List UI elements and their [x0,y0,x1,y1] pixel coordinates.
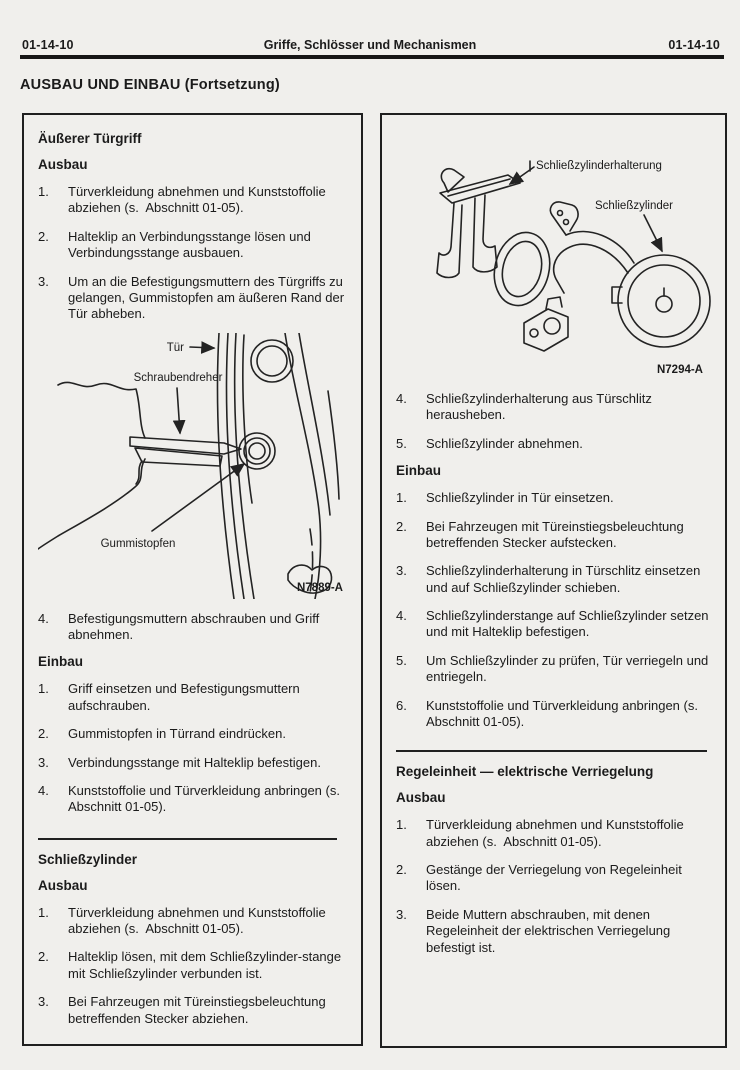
item-number: 3. [396,563,407,579]
list-item [396,862,711,895]
item-number: 4. [396,608,407,623]
item-text: Türverkleidung abnehmen und Kunststoffolie abziehen (s. Abschnitt 01-05). [68,904,326,936]
list-item [396,563,711,596]
list-item [396,907,711,956]
page-code-left: 01-14-10 [22,38,74,52]
item-text: Beide Muttern abschrauben, mit denen Regeleinheit der elektrischen Verriegelung befestigt ist. [426,906,671,955]
item-text: Gummistopfen in Türrand eindrücken. [68,726,286,742]
item-text: Türverkleidung abnehmen und Kunststoffolie abziehen (s. Abschnitt 01-05). [68,184,326,216]
item-number: 4. [38,782,49,798]
subheading-ausbau: Ausbau [396,790,446,806]
list-item [38,274,347,323]
item-number: 5. [396,435,407,451]
item-text: Um an die Befestigungsmuttern des Türgriffs zu gelangen, Gummistopfen am äußeren Rand der Tür abheben. [68,273,345,322]
subheading-einbau: Einbau [38,654,84,670]
gummistopfen-label: Gummistopfen [100,537,176,550]
item-number: 2. [38,726,49,742]
list-item [396,698,711,731]
item-number: 2. [38,949,49,965]
list-item [396,490,711,506]
item-number: 1. [396,817,407,833]
list-item [38,611,347,644]
list-item [396,817,711,850]
item-number: 5. [396,652,407,668]
subheading-ausbau: Ausbau [38,157,88,172]
item-number: 6. [396,697,407,713]
item-number: 3. [396,906,407,922]
item-text: Griff einsetzen und Befestigungsmuttern aufschrauben. [68,681,300,713]
item-text: Schließzylinderhalterung aus Türschlitz herausheben. [426,391,652,423]
heading-regeleinheit: Regeleinheit — elektrische Verriegelung [396,764,654,780]
door-line-art [38,333,347,599]
item-text: Um Schließzylinder zu prüfen, Tür verriegeln und entriegeln. [426,652,709,685]
item-text: Befestigungsmuttern abschrauben und Griff abnehmen. [68,610,320,642]
item-number: 1. [396,490,407,506]
section-title: AUSBAU UND EINBAU (Fortsetzung) [20,77,280,93]
item-number: 2. [396,862,407,877]
list-item [38,681,347,714]
tuer-arrow [190,347,214,348]
list-item [396,391,711,424]
list-item [38,949,347,982]
lock-cylinder-line-art [396,127,711,379]
heading-schliesszylinder: Schließzylinder [38,851,138,867]
right-column-box [380,113,727,1048]
item-text: Türverkleidung abnehmen und Kunststoffolie abziehen (s. Abschnitt 01-05). [426,817,684,849]
item-number: 2. [38,228,49,244]
item-number: 3. [38,994,49,1010]
item-text: Schließzylinderhalterung in Türschlitz einsetzen und auf Schließzylinder schieben. [426,563,701,595]
item-text: Schließzylinder in Tür einsetzen. [426,490,614,506]
tuer-label: Tür [166,341,184,354]
item-text: Bei Fahrzeugen mit Türeinstiegsbeleuchtung betreffenden Stecker abziehen. [68,994,326,1026]
item-text: Schließzylinder abnehmen. [426,435,583,451]
figure-code: N7889-A [296,581,343,594]
list-item [396,436,711,452]
list-item [38,994,347,1027]
section-separator [38,838,337,840]
list-item [38,905,347,938]
chapter-title: Griffe, Schlösser und Mechanismen [263,38,477,52]
item-text: Verbindungsstange mit Halteklip befestigen. [68,754,321,770]
page-code-right: 01-14-10 [668,38,720,52]
gummistopfen-arrow [152,464,244,531]
header-rule [20,55,724,59]
item-text: Schließzylinderstange auf Schließzylinder setzen und mit Halteklip befestigen. [426,608,709,640]
zylinder-arrow [644,215,662,251]
lock-cylinder-figure [396,127,711,379]
item-text: Kunststoffolie und Türverkleidung anbringen (s. Abschnitt 01-05). [426,697,702,729]
halterung-arrow [510,167,534,184]
item-number: 4. [38,610,49,626]
door-grommet-figure [38,333,347,599]
item-text: Kunststoffolie und Türverkleidung anbringen (s. Abschnitt 01-05). [68,782,344,815]
item-number: 2. [396,518,407,534]
item-text: Halteklip an Verbindungsstange lösen und Verbindungsstange ausbauen. [68,228,311,261]
item-number: 3. [38,273,49,289]
item-number: 4. [396,391,407,406]
list-item [396,519,711,552]
list-item [38,184,347,217]
list-item [38,229,347,262]
schliesszylinderhalterung-label: Schließzylinderhalterung [536,160,662,172]
list-item [396,608,711,641]
left-column-box [22,113,363,1046]
item-text: Bei Fahrzeugen mit Türeinstiegsbeleuchtung betreffenden Stecker aufstecken. [426,518,684,550]
item-text: Halteklip lösen, mit dem Schließzylinder-stange mit Schließzylinder verbunden ist. [68,949,342,981]
list-item [38,726,347,742]
subheading-einbau: Einbau [396,463,442,479]
schliesszylinder-label: Schließzylinder [595,200,673,212]
list-item [38,755,347,771]
heading-aeusserer-tuergriff: Äußerer Türgriff [38,131,142,146]
list-item [38,783,347,816]
subheading-ausbau: Ausbau [38,877,88,893]
schraubendreher-label: Schraubendreher [133,371,223,384]
item-text: Gestänge der Verriegelung von Regeleinheit lösen. [426,862,682,894]
figure-code: N7294-A [656,364,703,376]
item-number: 3. [38,754,49,770]
list-item [396,653,711,686]
item-number: 1. [38,681,49,697]
section-separator [396,750,707,752]
item-number: 1. [38,904,49,920]
item-number: 1. [38,184,49,199]
schraubendreher-arrow [177,388,180,433]
